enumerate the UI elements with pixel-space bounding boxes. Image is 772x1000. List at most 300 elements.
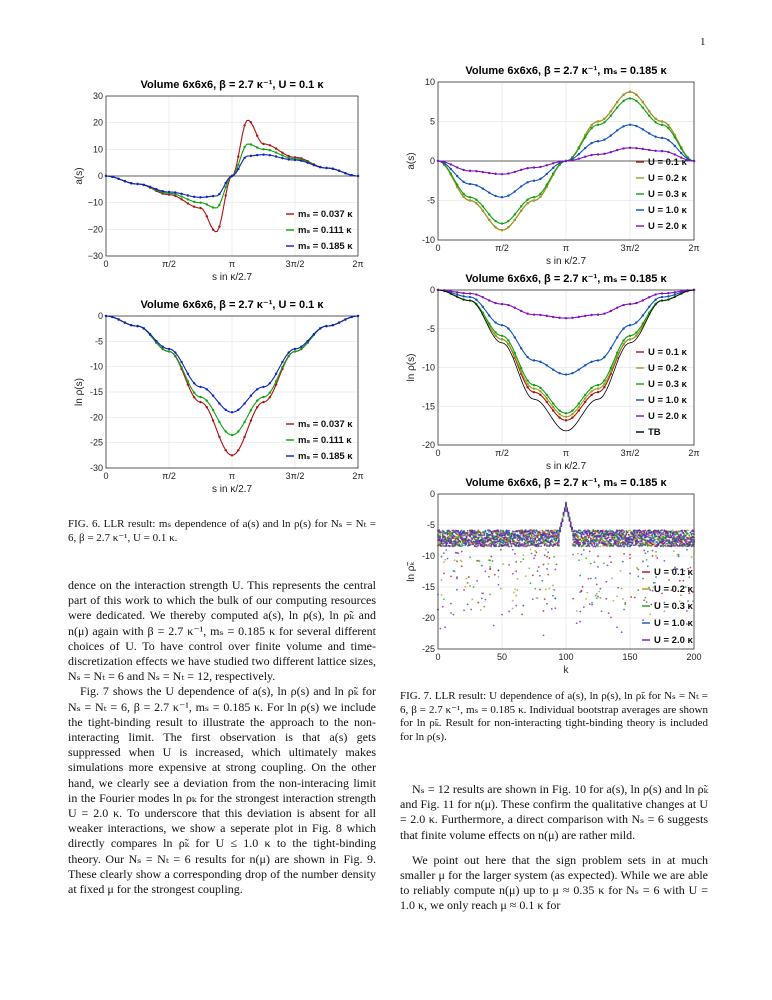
data-point <box>623 546 625 548</box>
data-point <box>275 155 277 157</box>
data-point <box>578 158 580 160</box>
data-point <box>486 544 488 546</box>
data-point <box>474 531 476 533</box>
data-point <box>475 535 477 537</box>
x-tick-label: π <box>228 259 236 269</box>
data-point <box>661 296 663 298</box>
data-point <box>614 533 616 535</box>
data-point <box>656 530 658 532</box>
data-point <box>507 226 509 228</box>
data-point <box>590 124 592 126</box>
data-point <box>597 391 599 393</box>
data-point <box>155 340 157 342</box>
data-point <box>250 143 252 145</box>
data-point <box>648 530 650 532</box>
x-tick-label: 2π <box>352 259 364 269</box>
data-point <box>616 352 618 354</box>
data-point <box>514 307 516 309</box>
data-point <box>124 321 126 323</box>
data-point <box>575 533 577 535</box>
data-point <box>149 186 151 188</box>
data-point <box>539 196 541 198</box>
data-point <box>582 586 584 588</box>
legend-entry: mₛ = 0.037 κ <box>298 209 353 220</box>
data-point <box>616 541 618 543</box>
data-point <box>586 534 588 536</box>
legend-entry: mₛ = 0.037 κ <box>298 419 353 430</box>
data-point <box>218 193 220 195</box>
data-point <box>539 314 541 316</box>
data-point <box>471 538 473 540</box>
data-point <box>544 598 546 600</box>
data-point <box>620 534 622 536</box>
data-point <box>464 539 466 541</box>
data-point <box>682 532 684 534</box>
data-point <box>511 543 513 545</box>
data-point <box>534 539 536 541</box>
data-point <box>493 544 495 546</box>
data-point <box>584 542 586 544</box>
data-point <box>663 542 665 544</box>
data-point <box>269 154 271 156</box>
data-point <box>622 544 624 546</box>
data-point <box>514 219 516 221</box>
chart-title: Volume 6x6x6, β = 2.7 κ⁻¹, mₛ = 0.185 κ <box>465 65 667 77</box>
data-point <box>231 411 233 413</box>
data-point <box>572 539 574 541</box>
data-point <box>610 539 612 541</box>
data-point <box>597 140 599 142</box>
data-point <box>626 530 628 532</box>
data-point <box>512 573 514 575</box>
data-point <box>629 557 631 559</box>
y-tick-label: -10 <box>421 235 435 245</box>
data-point <box>610 347 612 349</box>
data-point <box>469 292 471 294</box>
data-point <box>616 106 618 108</box>
data-point <box>527 536 529 538</box>
data-point <box>621 588 623 590</box>
data-point <box>620 539 622 541</box>
data-point <box>438 529 440 531</box>
y-tick-label: −20 <box>87 224 103 235</box>
data-point <box>535 551 537 553</box>
data-point <box>622 538 624 540</box>
data-point <box>577 553 579 555</box>
data-point <box>174 355 176 357</box>
data-point <box>162 346 164 348</box>
data-point <box>643 530 645 532</box>
data-point <box>655 555 657 557</box>
data-point <box>558 317 560 319</box>
data-point <box>206 196 208 198</box>
data-point <box>256 406 258 408</box>
data-point <box>648 110 650 112</box>
data-point <box>585 540 587 542</box>
data-point <box>598 533 600 535</box>
data-point <box>629 536 631 538</box>
data-point <box>193 396 195 398</box>
data-point <box>468 576 470 578</box>
data-point <box>531 553 533 555</box>
data-point <box>482 210 484 212</box>
data-point <box>526 383 528 385</box>
data-point <box>526 386 528 388</box>
data-point <box>537 570 539 572</box>
data-point <box>477 537 479 539</box>
data-point <box>622 93 624 95</box>
data-point <box>652 555 654 557</box>
data-point <box>442 537 444 539</box>
data-point <box>463 535 465 537</box>
data-point <box>275 147 277 149</box>
data-point <box>237 164 239 166</box>
data-point <box>454 559 456 561</box>
data-point <box>546 568 548 570</box>
y-tick-label: 10 <box>424 77 435 87</box>
figure-d-lnrho-vs-s-U <box>398 268 718 473</box>
data-point <box>590 154 592 156</box>
data-point <box>545 549 547 551</box>
data-point <box>275 151 277 153</box>
data-point <box>262 153 264 155</box>
data-point <box>578 316 580 318</box>
data-point <box>450 539 452 541</box>
data-point <box>647 545 649 547</box>
data-point <box>206 215 208 217</box>
data-point <box>557 534 559 536</box>
data-point <box>483 546 485 548</box>
x-tick-label: 150 <box>622 652 638 662</box>
data-point <box>643 550 645 552</box>
data-point <box>501 196 503 198</box>
x-tick-label: 0 <box>103 259 109 269</box>
data-point <box>539 540 541 542</box>
data-point <box>448 538 450 540</box>
data-point <box>674 291 676 293</box>
data-point <box>647 565 649 567</box>
data-point <box>588 529 590 531</box>
data-point <box>531 544 533 546</box>
data-point <box>502 531 504 533</box>
data-point <box>450 168 452 170</box>
data-point <box>514 352 516 354</box>
data-point <box>445 544 447 546</box>
data-point <box>105 175 107 177</box>
legend-entry: U = 2.0 κ <box>654 635 693 646</box>
data-point <box>629 529 631 531</box>
data-point <box>462 196 464 198</box>
chart-title: Volume 6x6x6, β = 2.7 κ⁻¹, mₛ = 0.185 κ <box>465 477 667 489</box>
data-point <box>525 575 527 577</box>
data-point <box>618 542 620 544</box>
data-point <box>610 617 612 619</box>
data-point <box>590 142 592 144</box>
data-point <box>443 531 445 533</box>
data-point <box>512 539 514 541</box>
data-point <box>590 361 592 363</box>
data-point <box>499 539 501 541</box>
data-point <box>608 536 610 538</box>
data-point <box>467 582 469 584</box>
data-point <box>679 545 681 547</box>
data-point <box>143 327 145 329</box>
y-tick-label: -10 <box>421 551 435 561</box>
data-point <box>693 534 695 536</box>
data-point <box>458 544 460 546</box>
data-point <box>105 315 107 317</box>
data-point <box>500 588 502 590</box>
data-point <box>678 556 680 558</box>
data-point <box>590 390 592 392</box>
data-point <box>596 543 598 545</box>
legend-entry: U = 2.0 κ <box>648 411 687 422</box>
data-point <box>578 153 580 155</box>
data-point <box>642 619 644 621</box>
data-point <box>552 167 554 169</box>
data-point <box>577 537 579 539</box>
data-point <box>243 157 245 159</box>
data-point <box>658 544 660 546</box>
data-point <box>675 531 677 533</box>
data-point <box>507 327 509 329</box>
data-point <box>667 127 669 129</box>
data-point <box>661 292 663 294</box>
data-point <box>630 596 632 598</box>
y-tick-label: 20 <box>92 117 103 128</box>
data-point <box>605 598 607 600</box>
data-point <box>450 541 452 543</box>
x-tick-label: 3π/2 <box>285 259 305 269</box>
data-point <box>485 541 487 543</box>
data-point <box>481 544 483 546</box>
data-point <box>494 334 496 336</box>
data-point <box>603 383 605 385</box>
data-point <box>546 603 548 605</box>
data-point <box>269 392 271 394</box>
data-point <box>636 532 638 534</box>
data-point <box>453 537 455 539</box>
data-point <box>543 634 545 636</box>
data-point <box>520 367 522 369</box>
data-point <box>554 544 556 546</box>
data-point <box>174 351 176 353</box>
data-point <box>514 171 516 173</box>
data-point <box>481 539 483 541</box>
data-point <box>603 356 605 358</box>
data-point <box>520 561 522 563</box>
data-point <box>512 530 514 532</box>
data-point <box>231 434 233 436</box>
data-point <box>679 580 681 582</box>
data-point <box>473 586 475 588</box>
data-point <box>461 565 463 567</box>
data-point <box>590 542 592 544</box>
data-point <box>616 336 618 338</box>
data-point <box>633 533 635 535</box>
data-point <box>674 153 676 155</box>
data-point <box>509 542 511 544</box>
y-tick-label: -15 <box>421 401 435 412</box>
data-point <box>546 184 548 186</box>
data-point <box>572 554 574 556</box>
data-point <box>281 154 283 156</box>
y-tick-label: -5 <box>426 520 435 530</box>
data-point <box>622 533 624 535</box>
data-point <box>442 540 444 542</box>
data-point <box>623 553 625 555</box>
data-point <box>493 625 495 627</box>
data-point <box>275 380 277 382</box>
x-axis-label: s in κ/2.7 <box>545 256 587 267</box>
data-point <box>604 530 606 532</box>
data-point <box>621 631 623 633</box>
data-point <box>439 531 441 533</box>
data-point <box>300 160 302 162</box>
data-point <box>149 333 151 335</box>
data-point <box>547 551 549 553</box>
data-point <box>475 202 477 204</box>
data-point <box>594 561 596 563</box>
data-point <box>678 535 680 537</box>
data-point <box>319 327 321 329</box>
data-point <box>517 538 519 540</box>
data-point <box>549 557 551 559</box>
data-point <box>590 314 592 316</box>
data-point <box>546 556 548 558</box>
data-point <box>661 541 663 543</box>
data-point <box>691 537 693 539</box>
data-point <box>250 394 252 396</box>
data-point <box>482 306 484 308</box>
data-point <box>489 594 491 596</box>
page-number: 1 <box>700 36 706 48</box>
data-point <box>488 314 490 316</box>
data-point <box>546 164 548 166</box>
data-point <box>526 312 528 314</box>
data-point <box>457 538 459 540</box>
data-point <box>485 531 487 533</box>
data-point <box>501 173 503 175</box>
data-point <box>174 191 176 193</box>
data-point <box>565 504 567 506</box>
data-point <box>599 588 601 590</box>
data-point <box>532 574 534 576</box>
data-point <box>558 539 560 541</box>
data-point <box>136 325 138 327</box>
data-point <box>462 181 464 183</box>
data-point <box>212 409 214 411</box>
data-point <box>690 532 692 534</box>
data-point <box>588 537 590 539</box>
data-point <box>654 121 656 123</box>
x-tick-label: 3π/2 <box>285 471 305 481</box>
data-point <box>500 531 502 533</box>
data-point <box>552 541 554 543</box>
data-point <box>469 296 471 298</box>
data-point <box>602 531 604 533</box>
data-point <box>250 409 252 411</box>
data-point <box>533 391 535 393</box>
data-point <box>501 229 503 231</box>
data-point <box>645 540 647 542</box>
data-point <box>225 182 227 184</box>
right-paragraph-1: Nₛ = 12 results are shown in Fig. 10 for a(s), ln ρ(s) and ln ρ̃ₖ and Fig. 11 for n(μ). These confirm the qualitative changes at U = 2.0 κ. Furthermore, a direct comparison with Nₛ = 6 suggests that finite volume effects on n(μ) are rather mild. <box>400 782 708 842</box>
y-tick-label: -5 <box>426 195 435 206</box>
legend-entry: U = 1.0 κ <box>648 205 687 216</box>
data-point <box>462 169 464 171</box>
data-point <box>617 536 619 538</box>
data-point <box>659 537 661 539</box>
data-point <box>643 599 645 601</box>
data-point <box>601 610 603 612</box>
data-point <box>629 124 631 126</box>
data-point <box>450 603 452 605</box>
left-paragraph-2: Fig. 7 shows the U dependence of a(s), ln ρ(s) and ln ρ̃ₖ for Nₛ = Nₜ = 6, β = 2.7 κ⁻¹, mₛ = 0.185 κ. For ln ρ(s) we include the tight-binding result to illustrate the approach to the non-interacting limit. The first observation is that a(s) gets suppressed when U is increased, which ultimately makes simulations more expensive at strong coupling. On the other hand, we clearly see a deviation from the non-interacing limit in the Fourier modes ln ρₖ for the strongest interaction strength U = 2.0 κ. To underscore that this deviation is absent for all weaker interactions, we show a seperate plot in Fig. 8 which directly compares ln ρ̃ₖ for U ≤ 1.0 κ to the tight-binding theory. Our Nₛ = Nₜ = 6 results for n(μ) are shown in Fig. 9. These clearly show a corresponding drop of the number density at fixed μ for the strongest coupling. <box>68 684 376 897</box>
data-point <box>590 538 592 540</box>
data-point <box>673 545 675 547</box>
data-point <box>661 120 663 122</box>
data-point <box>642 299 644 301</box>
y-tick-label: 0 <box>97 171 103 181</box>
data-point <box>661 124 663 126</box>
legend-entry: U = 0.2 κ <box>654 584 693 595</box>
data-point <box>451 533 453 535</box>
data-point <box>635 147 637 149</box>
data-point <box>313 164 315 166</box>
data-point <box>679 540 681 542</box>
data-point <box>533 557 535 559</box>
data-point <box>611 545 613 547</box>
data-point <box>660 545 662 547</box>
data-point <box>599 597 601 599</box>
data-point <box>495 536 497 538</box>
data-point <box>661 137 663 139</box>
data-point <box>522 545 524 547</box>
data-point <box>588 540 590 542</box>
data-point <box>687 537 689 539</box>
data-point <box>469 183 471 185</box>
data-point <box>511 535 513 537</box>
data-point <box>269 396 271 398</box>
data-point <box>654 299 656 301</box>
data-point <box>589 551 591 553</box>
data-point <box>642 578 644 580</box>
data-point <box>576 610 578 612</box>
data-point <box>648 149 650 151</box>
data-point <box>456 543 458 545</box>
x-tick-label: 0 <box>435 448 441 458</box>
data-point <box>645 544 647 546</box>
y-tick-label: -25 <box>89 437 103 448</box>
data-point <box>470 540 472 542</box>
data-point <box>473 530 475 532</box>
data-point <box>684 530 686 532</box>
data-point <box>500 549 502 551</box>
data-point <box>674 540 676 542</box>
y-axis-label: a(s) <box>74 167 85 185</box>
data-point <box>648 587 650 589</box>
data-point <box>518 544 520 546</box>
data-point <box>187 198 189 200</box>
y-tick-label: 30 <box>92 91 103 101</box>
x-tick-label: 100 <box>558 652 574 662</box>
data-point <box>502 563 504 565</box>
data-point <box>560 525 562 527</box>
data-point <box>557 543 559 545</box>
data-point <box>667 533 669 535</box>
data-point <box>445 549 447 551</box>
